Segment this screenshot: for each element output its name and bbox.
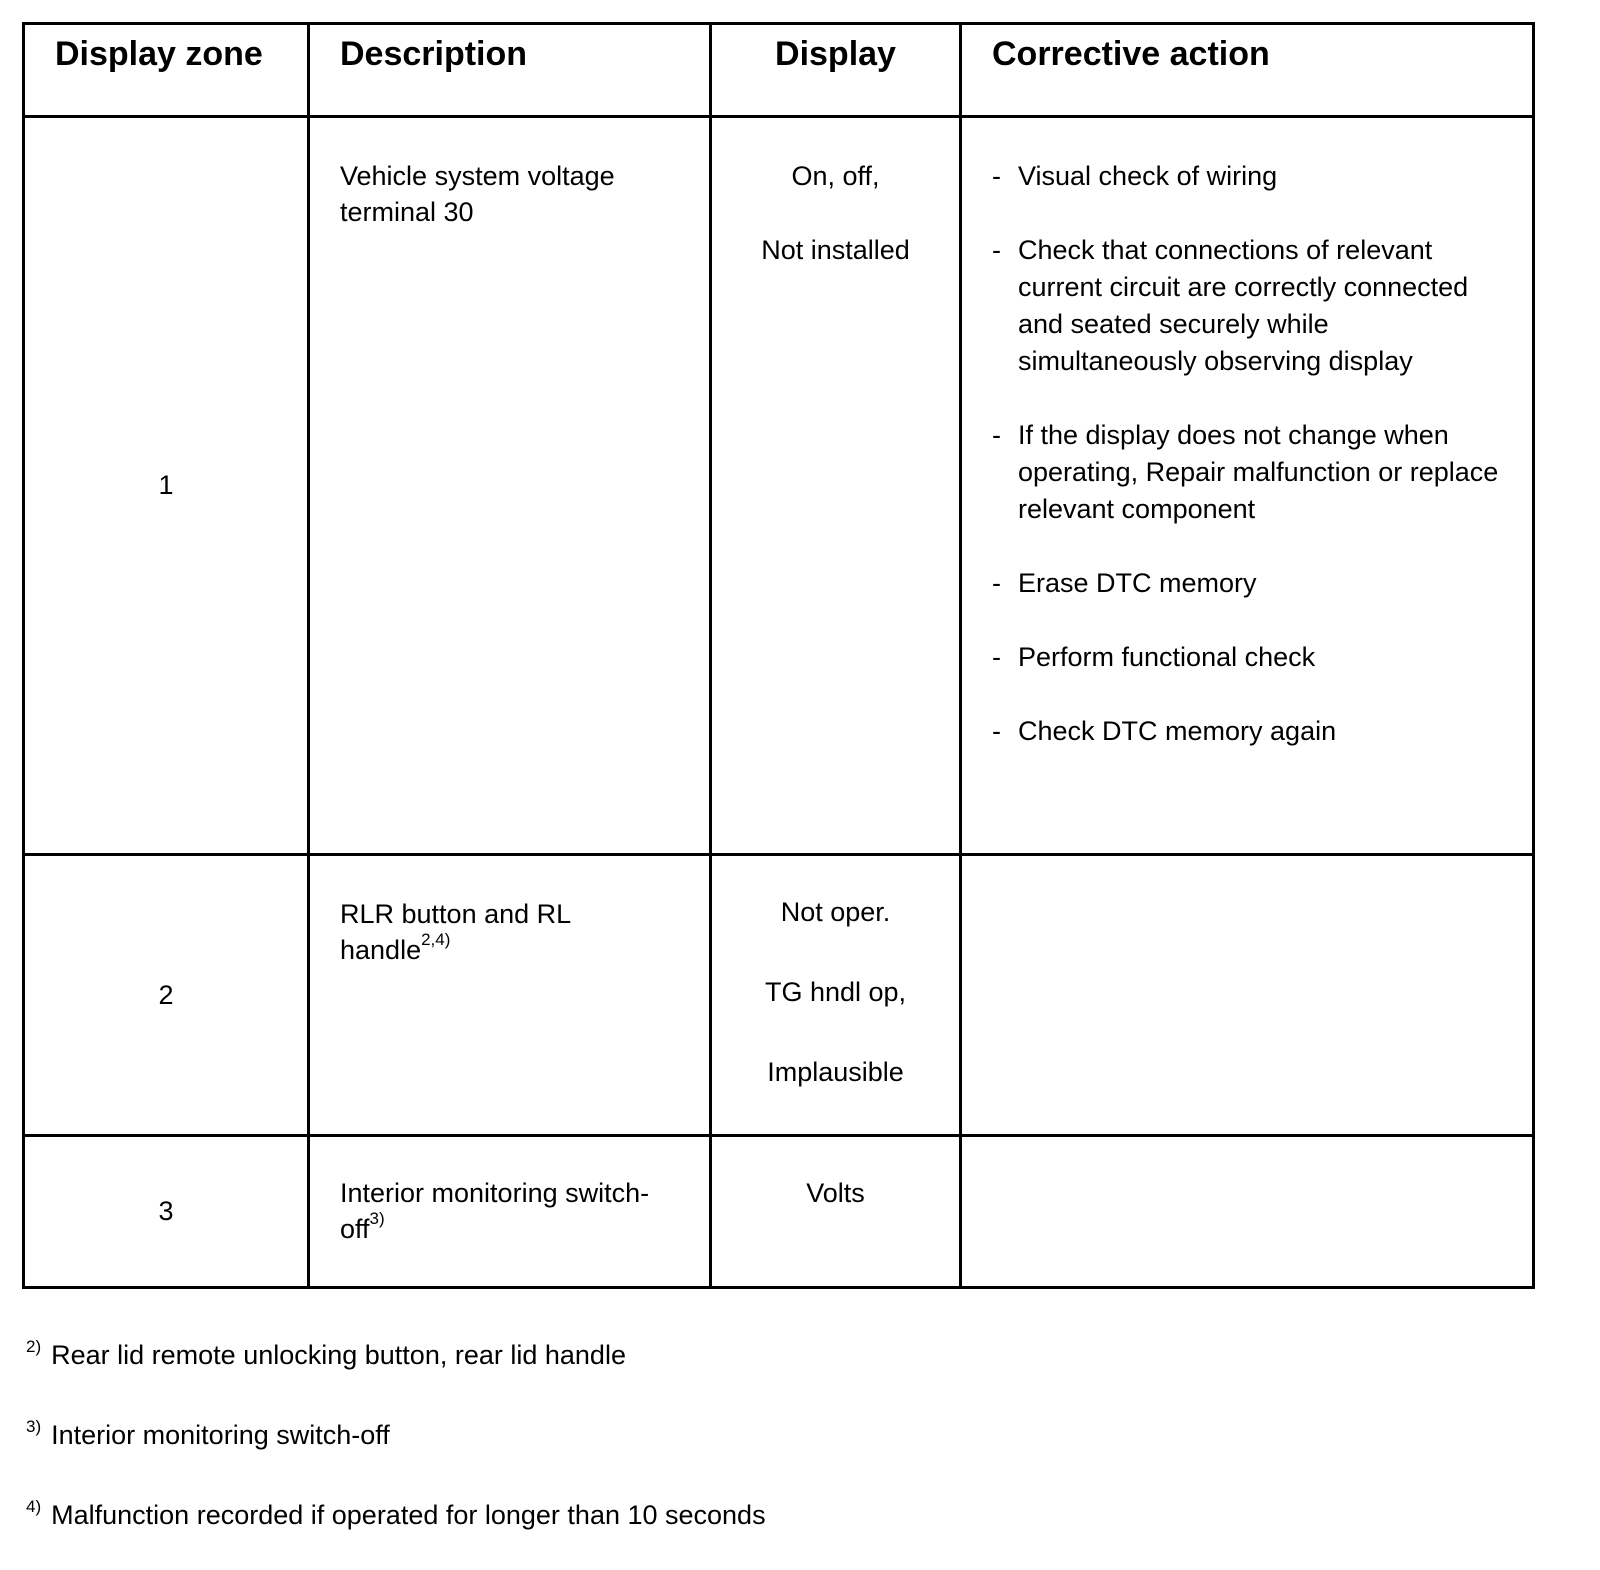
footnote: $^{4)}$ Malfunction recorded if operated for longer than 10 seconds (26, 1497, 766, 1530)
action-list (962, 118, 1532, 750)
description-cell (309, 855, 711, 1136)
display-value: On, off, (791, 161, 880, 191)
list-item: - Visual check of wiring (992, 161, 1278, 191)
list-item: - Perform functional check (992, 642, 1316, 672)
display-cell (711, 1136, 961, 1288)
display-cell (711, 855, 961, 1136)
footnote: $^{2)}$ Rear lid remote unlocking button, rear lid handle (26, 1337, 626, 1370)
list-item: - Check DTC memory again (992, 716, 1337, 746)
list-item: - If the display does not change when operating, Repair malfunction or replace relevant component (992, 420, 1499, 524)
corrective-action-cell (961, 117, 1534, 855)
footnotes (26, 1330, 1226, 1570)
footnote-ref: 3) (369, 1209, 385, 1228)
table-row (24, 855, 1534, 1136)
display-value: TG hndl op, (764, 977, 907, 1007)
header-row (24, 24, 1534, 117)
display-value: Not oper. (780, 897, 891, 927)
display-value: Implausible (767, 1057, 904, 1087)
footnote-ref: 2,4) (421, 930, 451, 949)
header-description: Description (309, 24, 711, 117)
description-text: Vehicle system voltage terminal 30 (340, 161, 615, 227)
description-cell (309, 117, 711, 855)
list-item: - Erase DTC memory (992, 568, 1257, 598)
table-row (24, 1136, 1534, 1288)
display-cell (711, 117, 961, 855)
header-display-zone: Display zone (24, 24, 309, 117)
display-value: Volts (806, 1178, 865, 1208)
list-item: - Check that connections of relevant current circuit are correctly connected and seated securely while simultaneously observing display (992, 235, 1469, 376)
corrective-action-cell (961, 1136, 1534, 1288)
corrective-action-cell (961, 855, 1534, 1136)
zone-cell: 1 (24, 117, 309, 855)
zone-cell: 3 (24, 1136, 309, 1288)
zone-cell: 2 (24, 855, 309, 1136)
header-display: Display (711, 24, 961, 117)
table-row (24, 117, 1534, 855)
description-text: RLR button and RL handle$^{2,4)}$ (340, 899, 572, 965)
diagnostic-table (22, 22, 1535, 1289)
description-text: Interior monitoring switch- off$^{3)}$ (340, 1178, 650, 1244)
header-corrective-action: Corrective action (961, 24, 1534, 117)
description-cell (309, 1136, 711, 1288)
footnote: $^{3)}$ Interior monitoring switch-off (26, 1417, 390, 1450)
display-value: Not installed (761, 235, 910, 265)
